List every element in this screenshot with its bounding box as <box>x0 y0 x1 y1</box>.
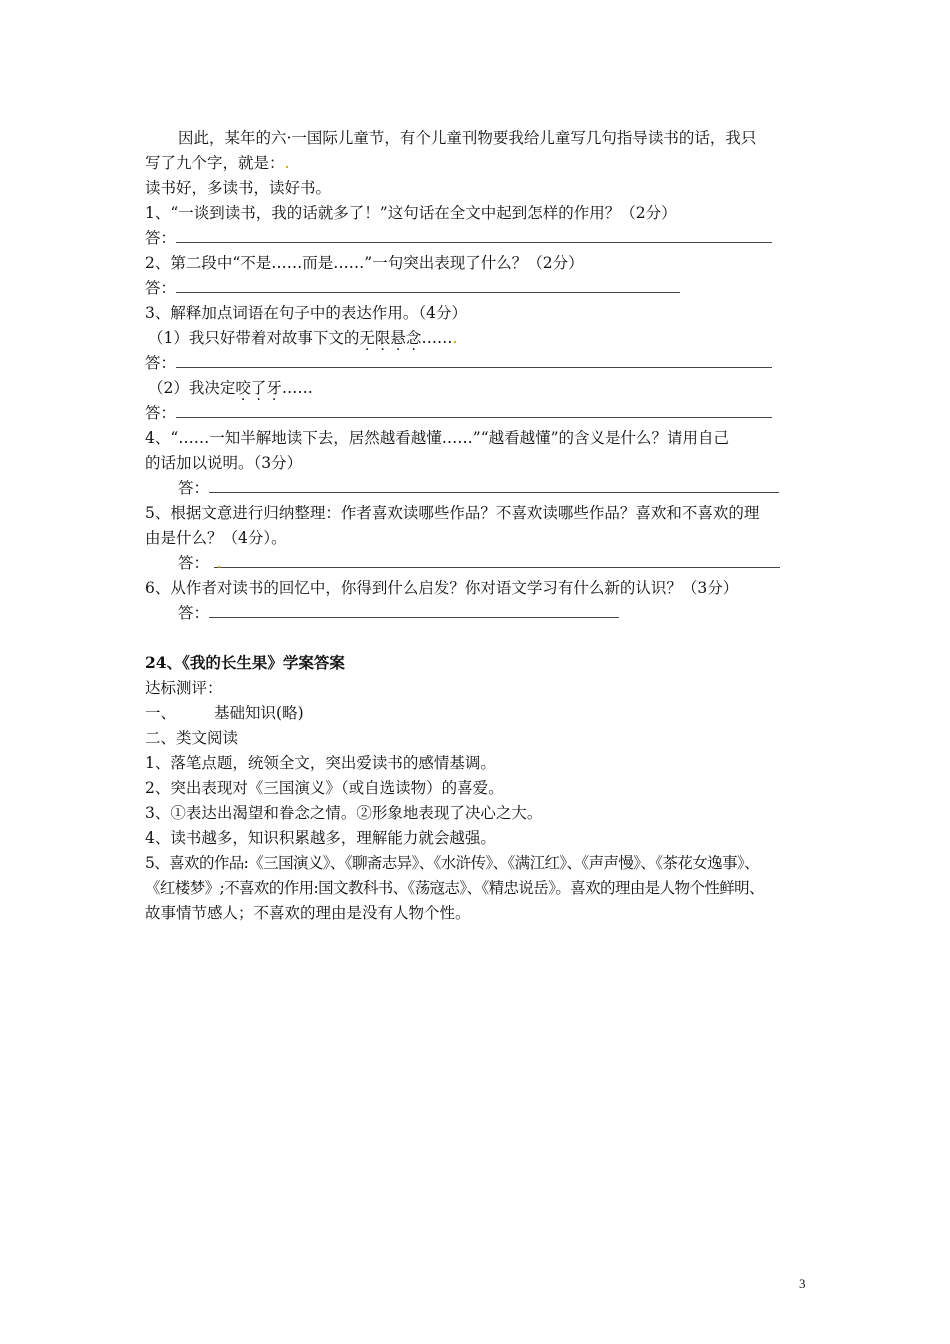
answer-blank-2[interactable] <box>176 278 680 293</box>
q3-2-pre: （2）我决定 <box>148 379 236 397</box>
dotted-char: 悬 <box>390 329 406 347</box>
question-4-line-2: 的话加以说明。（3分） <box>145 454 303 472</box>
answer-blank-5[interactable] <box>214 553 780 568</box>
part-1-number: 一、 <box>145 704 177 722</box>
answer-1-text: 1、落笔点题，统领全文，突出爱读书的感情基调。 <box>145 754 496 772</box>
q3-1-pre: （1）我只好带着对故事下文的 <box>148 329 360 347</box>
question-5-line-1: 5、根据文意进行归纳整理：作者喜欢读哪些作品？不喜欢读哪些作品？喜欢和不喜欢的理 <box>145 504 760 522</box>
dotted-char: 了 <box>250 379 267 397</box>
answer-label: 答： <box>145 354 177 372</box>
question-1: 1、“一谈到读书，我的话就多了！”这句话在全文中起到怎样的作用？（2分） <box>145 204 677 222</box>
dotted-char: 限 <box>374 329 391 347</box>
answer-blank-6[interactable] <box>209 603 619 618</box>
dotted-char: 无 <box>359 329 375 347</box>
page-number: 3 <box>799 1276 806 1291</box>
answer-blank-1[interactable] <box>176 228 772 243</box>
answer-1 <box>145 228 772 248</box>
q3-1-post: …… <box>421 329 453 347</box>
q3-2-dotted-words <box>235 379 282 397</box>
q3-2-post: …… <box>281 379 313 397</box>
question-5-line-2: 由是什么？（4分）。 <box>145 529 287 547</box>
answer-blank-3-2[interactable] <box>176 403 772 418</box>
answer-3-2 <box>145 403 772 423</box>
answer-label: 答： <box>178 554 210 572</box>
question-3-2 <box>148 378 313 398</box>
answer-5-line-2: 《红楼梦》;不喜欢的作用:国文教科书、《荡寇志》、《精忠说岳》。喜欢的理由是人物个性鲜明、 <box>145 879 764 897</box>
intro-line-2-text: 写了九个字，就是： <box>145 154 285 172</box>
question-3: 3、解释加点词语在句子中的表达作用。（4分） <box>145 304 467 322</box>
question-3-1 <box>148 328 457 348</box>
answer-6 <box>178 603 619 623</box>
intro-line-1: 因此，某年的六·一国际儿童节，有个儿童刊物要我给儿童写几句指导读书的话，我只 <box>178 129 757 147</box>
answer-2 <box>145 278 680 298</box>
answer-blank-4[interactable] <box>209 478 779 493</box>
question-6: 6、从作者对读书的回忆中，你得到什么启发？你对语文学习有什么新的认识？（3分） <box>145 579 739 597</box>
answer-4 <box>178 478 779 498</box>
answer-label: 答： <box>178 479 210 497</box>
answer-3-1 <box>145 353 772 373</box>
motto: 读书好，多读书，读好书。 <box>145 179 332 197</box>
answer-2-text: 2、突出表现对《三国演义》（或自选读物）的喜爱。 <box>145 779 504 797</box>
q3-1-mark: . <box>452 329 458 347</box>
answer-part-2: 二、类文阅读 <box>145 729 239 747</box>
dotted-char: 念 <box>405 329 422 347</box>
answer-5-line-1: 5、喜欢的作品:《三国演义》、《聊斋志异》、《水浒传》、《满江红》、《声声慢》、《茶花女逸事》、 <box>145 854 760 872</box>
answer-key-title: 24、《我的长生果》学案答案 <box>145 653 345 672</box>
question-4-line-1: 4、“……一知半解地读下去，居然越看越懂……”“越看越懂”的含义是什么？请用自己 <box>145 429 730 447</box>
intro-line-2 <box>145 153 289 173</box>
answer-blank-3-1[interactable] <box>176 353 772 368</box>
answer-5-line-3: 故事情节感人；不喜欢的理由是没有人物个性。 <box>145 904 471 922</box>
q5-mark: . <box>217 554 222 572</box>
answer-4-text: 4、读书越多，知识积累越多，理解能力就会越强。 <box>145 829 496 847</box>
q3-1-dotted-words <box>359 329 421 347</box>
question-2: 2、第二段中“不是……而是……”一句突出表现了什么？（2分） <box>145 254 584 272</box>
answer-5 <box>178 553 780 573</box>
answer-3-text: 3、①表达出渴望和眷念之情。②形象地表现了决心之大。 <box>145 804 543 822</box>
answer-label: 答： <box>178 604 210 622</box>
answer-label: 答： <box>145 279 177 297</box>
answer-part-1 <box>145 703 304 723</box>
part-1-text: 基础知识(略) <box>214 704 304 722</box>
answer-label: 答： <box>145 229 177 247</box>
answer-key-subtitle: 达标测评： <box>145 679 223 697</box>
answer-label: 答： <box>145 404 177 422</box>
dotted-char: 牙 <box>266 379 282 397</box>
intro-mark: . <box>284 154 290 172</box>
dotted-char: 咬 <box>235 379 251 397</box>
